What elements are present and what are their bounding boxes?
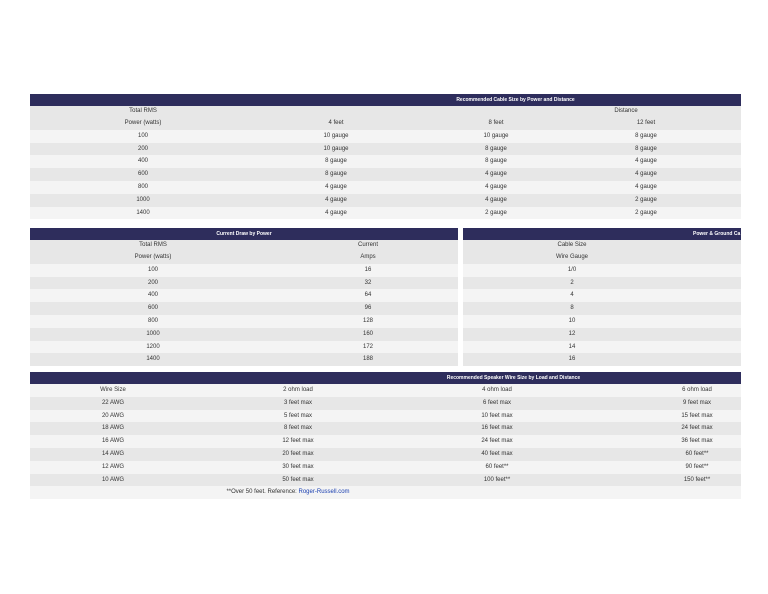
table-row — [30, 277, 458, 290]
current-draw-table-title: Current Draw by Power — [30, 228, 458, 240]
two-ohm-cell: 3 feet max — [283, 399, 313, 406]
header-power-watts: Power (watts) — [124, 120, 162, 126]
power-cell: 1000 — [136, 196, 150, 203]
wire-size-cell: 20 AWG — [101, 412, 125, 419]
two-ohm-cell: 5 feet max — [283, 412, 313, 419]
four-ohm-cell: 16 feet max — [481, 425, 513, 432]
gauge-cell: 8 — [570, 305, 574, 312]
gauge-4ft-cell: 4 gauge — [325, 209, 347, 216]
amps-cell: 16 — [364, 266, 372, 273]
table-row — [30, 264, 458, 277]
ground-header-row-1 — [463, 240, 741, 251]
gauge-8ft-cell: 2 gauge — [485, 209, 507, 216]
gauge-8ft-cell: 4 gauge — [485, 171, 507, 178]
reference-link[interactable]: Roger-Russell.com — [298, 489, 350, 496]
current-header-row-2 — [30, 251, 458, 264]
header-2-ohm: 2 ohm load — [283, 387, 313, 393]
table-row — [30, 181, 741, 194]
header-distance: Distance — [614, 108, 638, 114]
six-ohm-cell: 24 feet max — [681, 425, 713, 432]
gauge-12ft-cell: 8 gauge — [635, 145, 657, 152]
power-cell: 1400 — [146, 356, 160, 363]
gauge-12ft-cell: 2 gauge — [635, 209, 657, 216]
gauge-12ft-cell: 4 gauge — [635, 158, 657, 165]
gauge-8ft-cell: 8 gauge — [485, 158, 507, 165]
table-row — [30, 448, 741, 461]
table-row — [30, 143, 741, 156]
six-ohm-cell: 60 feet** — [685, 450, 709, 457]
table-row — [30, 422, 741, 435]
amps-cell: 32 — [364, 279, 372, 286]
table-row — [30, 410, 741, 423]
wire-size-cell: 14 AWG — [101, 450, 125, 457]
table-row — [30, 397, 741, 410]
amps-cell: 96 — [364, 305, 372, 312]
table-row — [463, 315, 741, 328]
wire-size-cell: 18 AWG — [101, 425, 125, 432]
gauge-4ft-cell: 8 gauge — [325, 158, 347, 165]
table-row — [30, 207, 741, 220]
gauge-8ft-cell: 4 gauge — [485, 196, 507, 203]
current-header-row-1 — [30, 240, 458, 251]
header-wire-gauge: Wire Gauge — [555, 254, 589, 260]
four-ohm-cell: 6 feet max — [482, 399, 512, 406]
gauge-cell: 12 — [568, 330, 576, 337]
power-cell: 200 — [137, 145, 149, 152]
wire-size-cell: 16 AWG — [101, 438, 125, 445]
power-ground-table-title: Power & Ground Ca — [463, 228, 741, 240]
amps-cell: 172 — [362, 343, 374, 350]
power-cell: 1400 — [136, 209, 150, 216]
header-8-feet: 8 feet — [488, 120, 504, 126]
cable-size-header-row-1 — [30, 106, 741, 117]
table-row — [30, 341, 458, 354]
power-cell: 400 — [147, 292, 159, 299]
amps-cell: 64 — [364, 292, 372, 299]
table-row — [463, 302, 741, 315]
amps-cell: 160 — [362, 330, 374, 337]
table-row — [30, 328, 458, 341]
power-cell: 800 — [147, 317, 159, 324]
six-ohm-cell: 150 feet** — [683, 476, 711, 483]
table-row — [30, 168, 741, 181]
table-row — [463, 341, 741, 354]
current-draw-table — [30, 228, 458, 366]
table-row — [30, 315, 458, 328]
wire-size-cell: 12 AWG — [101, 463, 125, 470]
wire-size-cell: 10 AWG — [101, 476, 125, 483]
four-ohm-cell: 40 feet max — [481, 450, 513, 457]
table-row — [30, 130, 741, 143]
gauge-8ft-cell: 4 gauge — [485, 183, 507, 190]
power-cell: 1200 — [146, 343, 160, 350]
gauge-cell: 1/0 — [567, 266, 577, 273]
gauge-cell: 10 — [568, 317, 576, 324]
six-ohm-cell: 15 feet max — [681, 412, 713, 419]
header-4-feet: 4 feet — [328, 120, 344, 126]
header-cable-size: Cable Size — [557, 242, 587, 248]
table-row — [30, 435, 741, 448]
speaker-wire-table-title: Recommended Speaker Wire Size by Load and Distance — [30, 372, 741, 384]
two-ohm-cell: 50 feet max — [282, 476, 314, 483]
power-cell: 800 — [137, 183, 149, 190]
four-ohm-cell: 10 feet max — [481, 412, 513, 419]
table-row — [463, 289, 741, 302]
power-ground-cable-table — [463, 228, 741, 366]
header-amps: Amps — [360, 254, 376, 260]
amps-cell: 188 — [362, 356, 374, 363]
header-power-watts: Power (watts) — [134, 254, 172, 260]
table-row — [463, 264, 741, 277]
gauge-4ft-cell: 4 gauge — [325, 196, 347, 203]
six-ohm-cell: 90 feet** — [685, 463, 709, 470]
six-ohm-cell: 9 feet max — [682, 399, 712, 406]
header-12-feet: 12 feet — [636, 120, 656, 126]
wire-size-cell: 22 AWG — [101, 399, 125, 406]
two-ohm-cell: 20 feet max — [282, 450, 314, 457]
header-total-rms: Total RMS — [139, 242, 167, 248]
six-ohm-cell: 36 feet max — [681, 438, 713, 445]
amps-cell: 128 — [362, 317, 374, 324]
gauge-4ft-cell: 10 gauge — [323, 145, 349, 152]
speaker-wire-table — [30, 372, 741, 499]
power-cell: 600 — [147, 305, 159, 312]
table-row — [30, 353, 458, 366]
power-cell: 1000 — [146, 330, 160, 337]
two-ohm-cell: 12 feet max — [282, 438, 314, 445]
two-ohm-cell: 8 feet max — [283, 425, 313, 432]
cable-size-table-title: Recommended Cable Size by Power and Distance — [30, 94, 741, 106]
power-cell: 100 — [147, 266, 159, 273]
table-row — [30, 474, 741, 487]
ground-header-row-2 — [463, 251, 741, 264]
gauge-cell: 2 — [570, 279, 574, 286]
gauge-8ft-cell: 10 gauge — [483, 132, 509, 139]
header-wire-size: Wire Size — [100, 387, 126, 393]
speaker-header-row — [30, 384, 741, 397]
gauge-cell: 14 — [568, 343, 576, 350]
power-cell: 200 — [147, 279, 159, 286]
gauge-4ft-cell: 8 gauge — [325, 171, 347, 178]
four-ohm-cell: 60 feet** — [485, 463, 509, 470]
table-row — [30, 461, 741, 474]
power-cell: 100 — [137, 132, 149, 139]
table-row — [30, 289, 458, 302]
gauge-12ft-cell: 4 gauge — [635, 171, 657, 178]
footnote-text: **Over 50 feet. Reference: — [226, 489, 297, 496]
table-row — [30, 155, 741, 168]
cable-size-table — [30, 94, 741, 219]
header-6-ohm: 6 ohm load — [682, 387, 712, 393]
gauge-cell: 16 — [568, 356, 576, 363]
footnote-row — [30, 486, 741, 499]
four-ohm-cell: 100 feet** — [483, 476, 511, 483]
gauge-4ft-cell: 4 gauge — [325, 183, 347, 190]
header-4-ohm: 4 ohm load — [482, 387, 512, 393]
two-ohm-cell: 30 feet max — [282, 463, 314, 470]
table-row — [30, 302, 458, 315]
table-row — [463, 353, 741, 366]
gauge-4ft-cell: 10 gauge — [323, 132, 349, 139]
cable-size-header-row-2 — [30, 117, 741, 130]
table-row — [463, 277, 741, 290]
gauge-12ft-cell: 8 gauge — [635, 132, 657, 139]
four-ohm-cell: 24 feet max — [481, 438, 513, 445]
power-cell: 600 — [137, 171, 149, 178]
power-cell: 400 — [137, 158, 149, 165]
footnote — [226, 486, 349, 499]
header-total-rms: Total RMS — [129, 108, 157, 114]
header-current: Current — [357, 242, 379, 248]
gauge-8ft-cell: 8 gauge — [485, 145, 507, 152]
gauge-12ft-cell: 4 gauge — [635, 183, 657, 190]
gauge-12ft-cell: 2 gauge — [635, 196, 657, 203]
table-row — [463, 328, 741, 341]
gauge-cell: 4 — [570, 292, 574, 299]
table-row — [30, 194, 741, 207]
